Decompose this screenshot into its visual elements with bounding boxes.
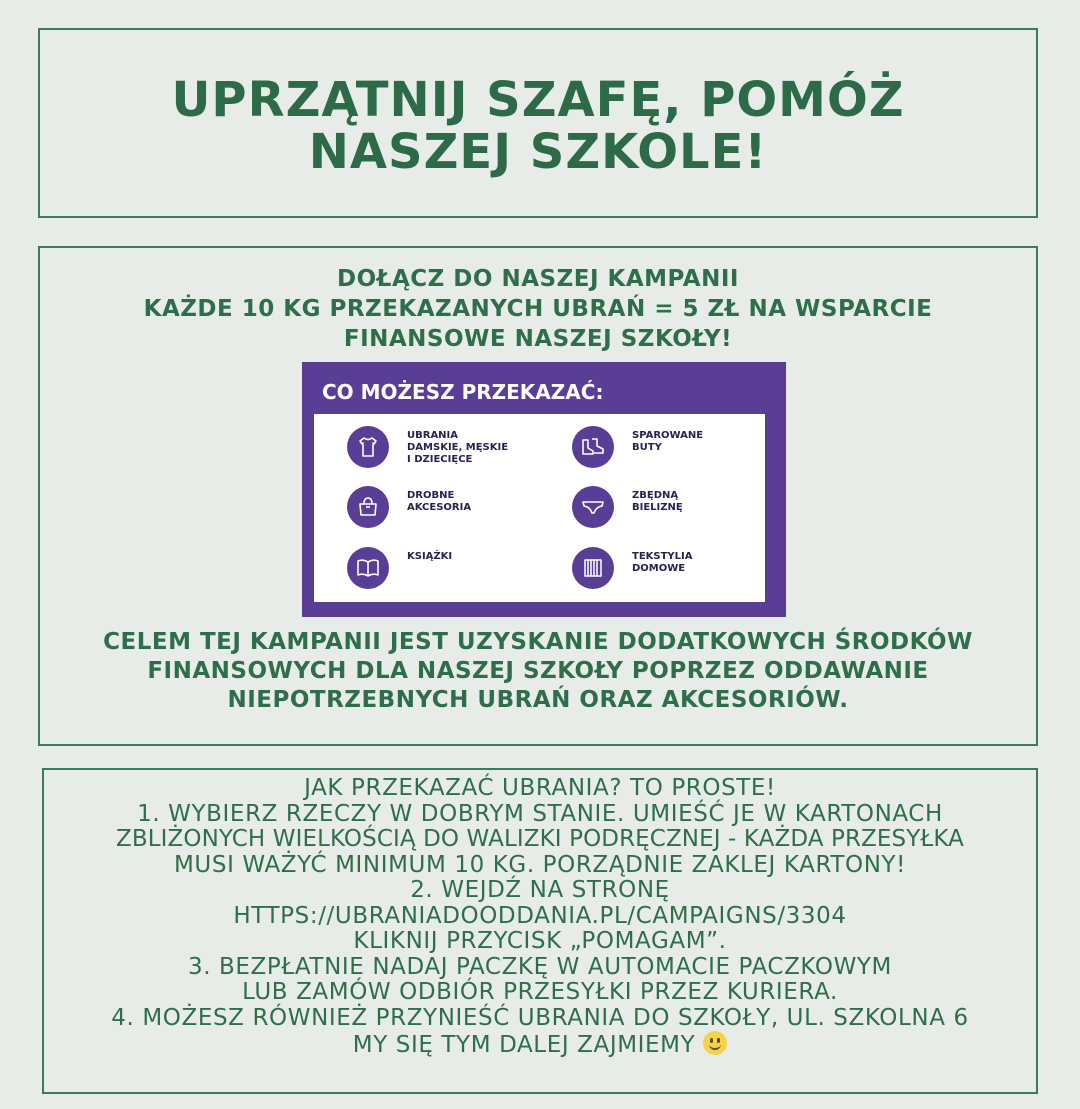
donation-item-clothes bbox=[347, 426, 557, 474]
goal-line: NIEPOTRZEBNYCH UBRAŃ ORAZ AKCESORIÓW. bbox=[227, 687, 849, 713]
instruction-line: MY SIĘ TYM DALEJ ZAJMIEMY bbox=[352, 1032, 696, 1058]
donation-item-shoes bbox=[572, 426, 782, 474]
page-title bbox=[40, 74, 1036, 178]
textiles-icon bbox=[572, 547, 614, 589]
donation-item-underwear bbox=[572, 486, 782, 534]
shoes-icon bbox=[572, 426, 614, 468]
instruction-line: MUSI WAŻYĆ MINIMUM 10 KG. PORZĄDNIE ZAKLEJ KARTONY! bbox=[173, 851, 906, 878]
donation-item-label: UBRANIA DAMSKIE, MĘSKIE I DZIECIĘCE bbox=[407, 430, 509, 465]
campaign-intro bbox=[40, 264, 1036, 354]
title-line-1: UPRZĄTNIJ SZAFĘ, POMÓŻ bbox=[171, 72, 905, 128]
donation-item-label: SPAROWANE BUTY bbox=[632, 430, 704, 453]
campaign-goal bbox=[40, 628, 1036, 715]
campaign-link[interactable]: HTTPS://UBRANIADOODDANIA.PL/CAMPAIGNS/3304 bbox=[233, 902, 847, 929]
campaign-line: FINANSOWE NASZEJ SZKOŁY! bbox=[343, 326, 733, 352]
goal-line: CELEM TEJ KAMPANII JEST UZYSKANIE DODATKOWYCH ŚRODKÓW bbox=[103, 629, 973, 655]
donation-item-label: ZBĘDNĄ BIELIZNĘ bbox=[632, 490, 683, 513]
instruction-line: 4. MOŻESZ RÓWNIEŻ PRZYNIEŚĆ UBRANIA DO SZKOŁY, UL. SZKOLNA 6 bbox=[111, 1004, 969, 1031]
book-icon bbox=[347, 547, 389, 589]
instruction-line: 2. WEJDŹ NA STRONĘ bbox=[410, 877, 670, 903]
title-line-2: NASZEJ SZKOLE! bbox=[308, 124, 768, 180]
campaign-line: KAŻDE 10 KG PRZEKAZANYCH UBRAŃ = 5 ZŁ NA WSPARCIE bbox=[143, 296, 933, 322]
goal-line: FINANSOWYCH DLA NASZEJ SZKOŁY POPRZEZ ODDAWANIE bbox=[147, 658, 929, 684]
instruction-heading: JAK PRZEKAZAĆ UBRANIA? TO PROSTE! bbox=[304, 775, 776, 801]
donation-item-label: TEKSTYLIA DOMOWE bbox=[632, 551, 693, 574]
donations-heading: CO MOŻESZ PRZEKAZAĆ: bbox=[322, 380, 604, 404]
donation-item-accessories bbox=[347, 486, 557, 534]
instruction-line: LUB ZAMÓW ODBIÓR PRZESYŁKI PRZEZ KURIERA. bbox=[242, 979, 838, 1005]
donation-item-books bbox=[347, 547, 557, 595]
tshirt-icon bbox=[347, 426, 389, 468]
donations-panel bbox=[302, 362, 786, 617]
instruction-line: 3. BEZPŁATNIE NADAJ PACZKĘ W AUTOMACIE PACZKOWYM bbox=[187, 953, 893, 980]
donations-list bbox=[314, 414, 765, 602]
donation-item-label: KSIĄŻKI bbox=[407, 551, 453, 562]
instruction-line: KLIKNIJ PRZYCISK „POMAGAM”. bbox=[353, 928, 727, 954]
campaign-box bbox=[38, 246, 1038, 746]
donation-item-label: DROBNE AKCESORIA bbox=[407, 490, 472, 513]
donation-item-textiles bbox=[572, 547, 782, 595]
title-box bbox=[38, 28, 1038, 218]
underwear-icon bbox=[572, 486, 614, 528]
instructions-box bbox=[42, 768, 1038, 1094]
campaign-line: DOŁĄCZ DO NASZEJ KAMPANII bbox=[337, 266, 739, 292]
instruction-line-last bbox=[44, 1031, 1036, 1059]
instruction-line: 1. WYBIERZ RZECZY W DOBRYM STANIE. UMIEŚĆ JE W KARTONACH bbox=[137, 800, 943, 827]
instructions-text bbox=[44, 776, 1036, 1059]
handbag-icon bbox=[347, 486, 389, 528]
smiley-icon bbox=[703, 1031, 727, 1055]
instruction-line: ZBLIŻONYCH WIELKOŚCIĄ DO WALIZKI PODRĘCZNEJ - KAŻDA PRZESYŁKA bbox=[115, 826, 964, 852]
